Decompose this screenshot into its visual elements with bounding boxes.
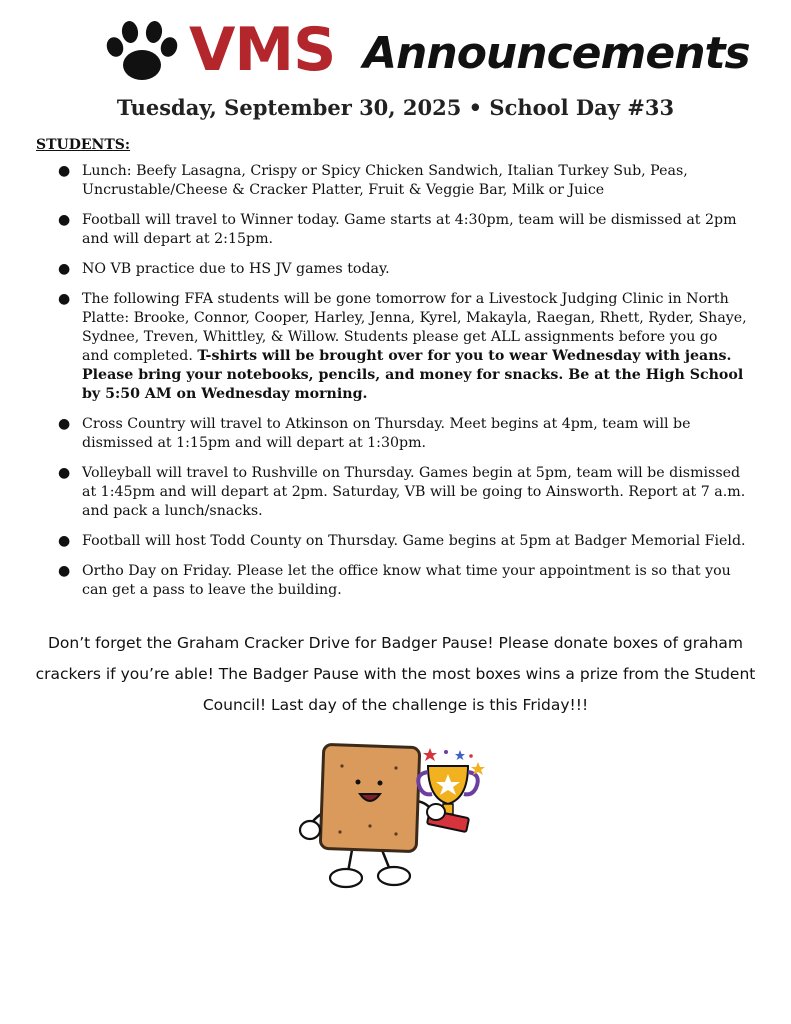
bullet-icon: ● bbox=[58, 261, 71, 277]
paw-print-icon bbox=[105, 20, 179, 84]
bullet-icon: ● bbox=[58, 563, 71, 579]
list-item-ortho-day bbox=[58, 562, 748, 600]
item-text: Cross Country will travel to Atkinson on Thursday. Meet begins at 4pm, team will be dismissed at 1:15pm and will depart at 1:30pm. bbox=[82, 416, 691, 451]
item-text: Lunch: Beefy Lasagna, Crispy or Spicy Chicken Sandwich, Italian Turkey Sub, Peas, Uncrustable/Cheese & Cracker Platter, Fruit & Veggie Bar, Milk or Juice bbox=[82, 163, 688, 198]
bullet-icon: ● bbox=[58, 465, 71, 481]
bullet-icon: ● bbox=[58, 416, 71, 432]
date-line: Tuesday, September 30, 2025 • School Day #33 bbox=[116, 95, 675, 120]
list-item-volleyball bbox=[58, 464, 748, 521]
bullet-icon: ● bbox=[58, 163, 71, 179]
list-item-cross-country bbox=[58, 415, 748, 453]
bullet-icon: ● bbox=[58, 291, 71, 307]
students-label: STUDENTS: bbox=[36, 137, 131, 153]
list-item-vb-practice bbox=[58, 260, 748, 279]
graham-cracker-drive-notice: Don’t forget the Graham Cracker Drive for Badger Pause! Please donate boxes of graham crackers if you’re able! The Badger Pause with the most boxes wins a prize from the Student Council! Last day of the challenge is this Friday!!! bbox=[35, 634, 756, 714]
vms-logo-text: VMS bbox=[189, 15, 336, 85]
announcement-list bbox=[58, 162, 748, 611]
item-text: Volleyball will travel to Rushville on Thursday. Games begin at 5pm, team will be dismissed at 1:45pm and will depart at 2pm. Saturday, VB will be going to Ainsworth. Report at 7 a.m. and pack a lunch/snacks. bbox=[82, 465, 746, 519]
item-bold-text: T-shirts will be brought over for you to wear Wednesday with jeans. Please bring your notebooks, pencils, and money for snacks. Be at the High School by 5:50 AM on Wednesday morning. bbox=[82, 348, 744, 402]
announcements-title: Announcements bbox=[363, 28, 750, 79]
item-text: Football will host Todd County on Thursday. Game begins at 5pm at Badger Memorial Field. bbox=[82, 533, 746, 549]
list-item-football-winner bbox=[58, 211, 748, 249]
bullet-icon: ● bbox=[58, 533, 71, 549]
item-text: NO VB practice due to HS JV games today. bbox=[82, 261, 390, 277]
header bbox=[105, 15, 750, 88]
bullet-icon: ● bbox=[58, 212, 71, 228]
list-item-ffa bbox=[58, 290, 748, 404]
list-item-lunch bbox=[58, 162, 748, 200]
item-text: The following FFA students will be gone tomorrow for a Livestock Judging Clinic in North Platte: Brooke, Connor, Cooper, Harley, Jenna, Kyrel, Makayla, Raegan, Rhett, Ryder, Shaye, Sydnee, Treven, Whittley, & Willow. Students please get ALL assignments before you go and completed. bbox=[82, 291, 747, 364]
graham-cracker-trophy-illustration bbox=[290, 740, 505, 895]
list-item-football-todd bbox=[58, 532, 748, 551]
item-text: Football will travel to Winner today. Game starts at 4:30pm, team will be dismissed at 2pm and will depart at 2:15pm. bbox=[82, 212, 737, 247]
item-text: Ortho Day on Friday. Please let the office know what time your appointment is so that you can get a pass to leave the building. bbox=[82, 563, 731, 598]
